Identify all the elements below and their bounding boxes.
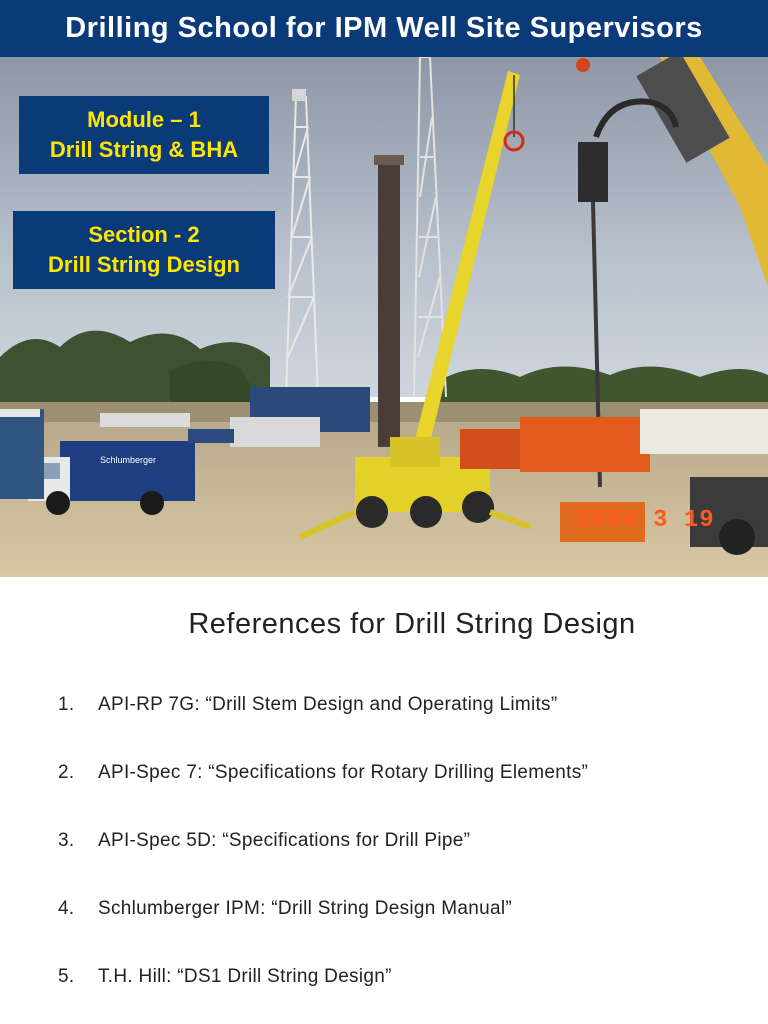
reference-number: 2. bbox=[58, 762, 75, 783]
reference-text: API-Spec 7: “Specifications for Rotary Drilling Elements” bbox=[98, 762, 589, 783]
reference-text: Schlumberger IPM: “Drill String Design Manual” bbox=[98, 898, 512, 919]
references-heading: References for Drill String Design bbox=[188, 608, 636, 640]
truck-logo-text: Schlumberger bbox=[100, 455, 157, 465]
reference-number: 1. bbox=[58, 694, 75, 715]
reference-item bbox=[58, 830, 758, 898]
reference-number: 3. bbox=[58, 830, 75, 851]
reference-text: T.H. Hill: “DS1 Drill String Design” bbox=[98, 966, 392, 987]
reference-item bbox=[58, 762, 758, 830]
photo-date-stamp: 2004 3 19 bbox=[576, 507, 715, 534]
header-banner bbox=[0, 0, 768, 57]
reference-number: 4. bbox=[58, 898, 75, 919]
module-number: Module – 1 bbox=[87, 107, 201, 132]
reference-number: 5. bbox=[58, 966, 75, 987]
reference-text: API-Spec 5D: “Specifications for Drill Pipe” bbox=[98, 830, 471, 851]
references-list bbox=[58, 694, 758, 1024]
reference-text: API-RP 7G: “Drill Stem Design and Operating Limits” bbox=[98, 694, 558, 715]
reference-item bbox=[58, 966, 758, 1024]
module-label-box bbox=[19, 96, 269, 174]
header-title: Drilling School for IPM Well Site Supervisors bbox=[65, 12, 703, 44]
section-label-box bbox=[13, 211, 275, 289]
section-title: Drill String Design bbox=[48, 252, 240, 277]
module-title: Drill String & BHA bbox=[49, 137, 239, 162]
reference-item bbox=[58, 898, 758, 966]
reference-item bbox=[58, 694, 758, 762]
section-number: Section - 2 bbox=[88, 222, 200, 247]
